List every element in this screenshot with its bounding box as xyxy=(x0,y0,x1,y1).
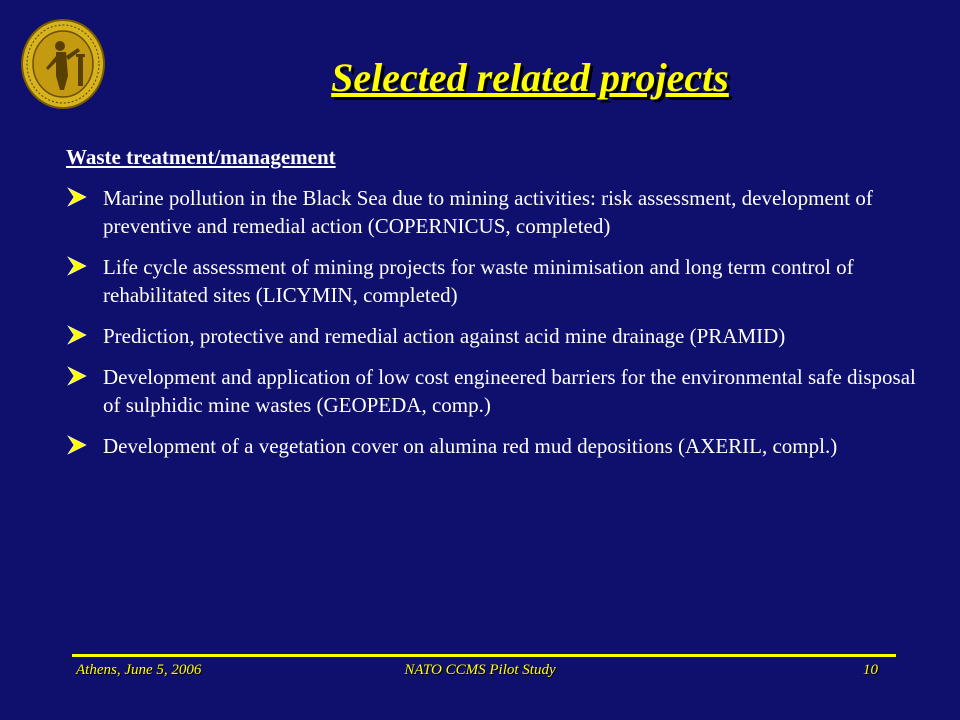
bullet-text: Prediction, protective and remedial action against acid mine drainage (PRAMID) xyxy=(103,324,786,348)
footer-page-number: 10 xyxy=(863,662,878,678)
footer-event: NATO CCMS Pilot Study xyxy=(404,662,556,678)
bullet-text: Marine pollution in the Black Sea due to mining activities: risk assessment, development of preventive and remedial action (COPERNICUS, completed) xyxy=(103,186,873,238)
arrowhead-bullet-icon xyxy=(66,434,88,456)
bullet-item xyxy=(66,432,926,460)
arrowhead-bullet-icon xyxy=(66,324,88,346)
footer-date: Athens, June 5, 2006 xyxy=(76,662,202,678)
bullet-item xyxy=(66,184,926,240)
arrowhead-bullet-icon xyxy=(66,365,88,387)
section-heading: Waste treatment/management xyxy=(66,145,336,169)
bullet-text: Development of a vegetation cover on alumina red mud depositions (AXERIL, compl.) xyxy=(103,434,838,458)
arrowhead-bullet-icon xyxy=(66,186,88,208)
slide-content xyxy=(66,144,926,473)
slide-title: Selected related projects xyxy=(331,55,729,100)
arrowhead-bullet-icon xyxy=(66,255,88,277)
bullet-text: Life cycle assessment of mining projects for waste minimisation and long term control of rehabilitated sites (LICYMIN, completed) xyxy=(103,255,854,307)
bullet-text: Development and application of low cost engineered barriers for the environmental safe disposal of sulphidic mine wastes (GEOPEDA, comp.) xyxy=(103,365,916,417)
bullet-item xyxy=(66,253,926,309)
bullet-item xyxy=(66,322,926,350)
bullet-item xyxy=(66,363,926,419)
footer-divider xyxy=(72,654,896,657)
